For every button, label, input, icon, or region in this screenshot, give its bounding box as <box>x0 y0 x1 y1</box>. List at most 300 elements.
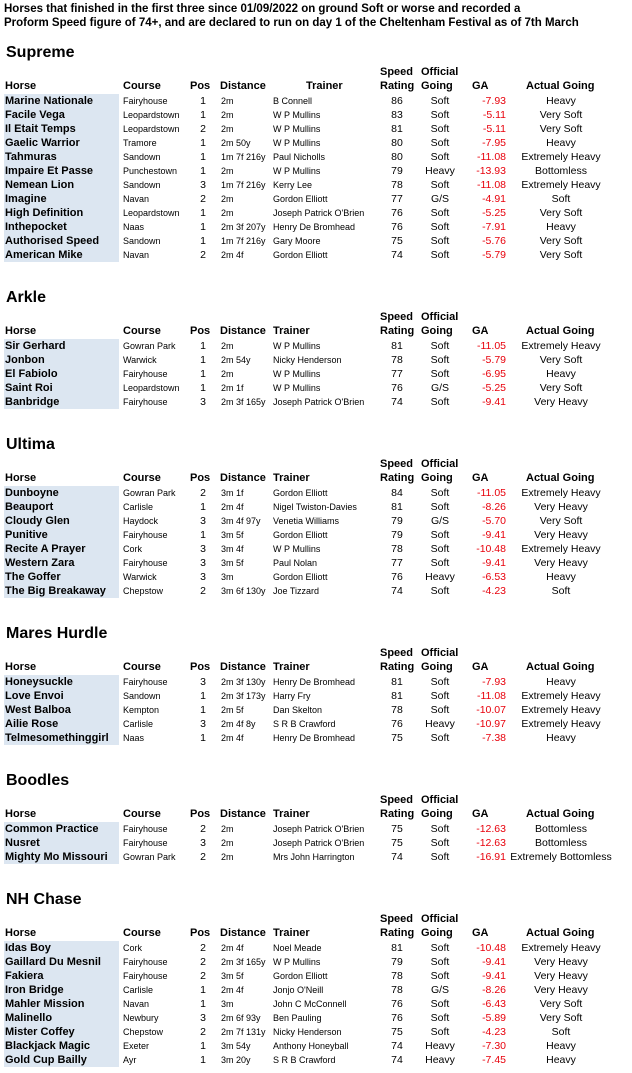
cell-actual: Very Soft <box>539 123 583 135</box>
header-trainer: Trainer <box>273 927 310 939</box>
table-row <box>0 1053 632 1067</box>
cell-ga: -9.41 <box>482 557 506 569</box>
cell-actual: Extremely Heavy <box>521 340 601 352</box>
cell-dist: 3m 6f 130y <box>221 586 266 596</box>
cell-trainer: S R B Crawford <box>273 719 336 729</box>
cell-actual: Very Soft <box>539 354 583 366</box>
cell-horse: Cloudy Glen <box>4 514 119 528</box>
header-course: Course <box>123 472 161 484</box>
cell-going: Soft <box>430 221 450 233</box>
cell-sr: 78 <box>391 970 403 982</box>
cell-ga: -13.93 <box>476 165 506 177</box>
table-row <box>0 822 632 836</box>
header-horse: Horse <box>5 808 37 820</box>
cell-horse: Ailie Rose <box>4 717 119 731</box>
cell-sr: 80 <box>391 151 403 163</box>
cell-sr: 75 <box>391 823 403 835</box>
cell-dist: 3m 5f <box>221 558 244 568</box>
intro-line-1: Horses that finished in the first three since 01/09/2022 on ground Soft or worse and recorded a <box>4 3 521 15</box>
cell-actual: Heavy <box>546 676 576 688</box>
cell-horse: West Balboa <box>4 703 119 717</box>
cell-pos: 3 <box>200 1012 206 1024</box>
cell-course: Fairyhouse <box>123 530 168 540</box>
cell-dist: 3m 20y <box>221 1055 251 1065</box>
cell-actual: Extremely Heavy <box>521 543 601 555</box>
cell-going: Soft <box>430 235 450 247</box>
cell-pos: 2 <box>200 1026 206 1038</box>
header-going: Going <box>421 80 453 92</box>
cell-course: Cork <box>123 943 143 953</box>
cell-actual: Extremely Heavy <box>521 151 601 163</box>
table-header <box>0 311 632 339</box>
cell-trainer: W P Mullins <box>273 166 321 176</box>
cell-dist: 3m <box>221 572 234 582</box>
cell-trainer: Gary Moore <box>273 236 321 246</box>
cell-ga: -4.91 <box>482 193 506 205</box>
header-speed: Speed <box>380 66 414 78</box>
cell-ga: -4.23 <box>482 1026 506 1038</box>
cell-sr: 75 <box>391 235 403 247</box>
cell-pos: 1 <box>200 1054 206 1066</box>
cell-ga: -9.41 <box>482 396 506 408</box>
cell-going: G/S <box>430 515 450 527</box>
cell-course: Carlisle <box>123 502 154 512</box>
cell-going: Soft <box>430 340 450 352</box>
cell-trainer: Nicky Henderson <box>273 1027 342 1037</box>
cell-actual: Very Soft <box>539 207 583 219</box>
cell-sr: 75 <box>391 732 403 744</box>
cell-ga: -12.63 <box>476 823 506 835</box>
cell-course: Cork <box>123 544 143 554</box>
header-official: Official <box>421 913 459 925</box>
table-row <box>0 178 632 192</box>
cell-sr: 79 <box>391 529 403 541</box>
cell-pos: 3 <box>200 676 206 688</box>
table-row <box>0 164 632 178</box>
cell-course: Naas <box>123 733 145 743</box>
cell-actual: Very Heavy <box>534 984 588 996</box>
intro-text <box>4 2 624 30</box>
cell-dist: 2m <box>221 369 234 379</box>
table-header <box>0 913 632 941</box>
cell-pos: 1 <box>200 529 206 541</box>
header-distance: Distance <box>220 661 266 673</box>
cell-pos: 1 <box>200 690 206 702</box>
header-rating: Rating <box>380 325 415 337</box>
header-actual-going: Actual Going <box>526 808 595 820</box>
cell-pos: 3 <box>200 515 206 527</box>
cell-pos: 1 <box>200 732 206 744</box>
cell-ga: -10.48 <box>476 942 506 954</box>
header-going: Going <box>421 472 453 484</box>
cell-dist: 2m 3f 130y <box>221 677 266 687</box>
cell-course: Sandown <box>123 180 161 190</box>
cell-ga: -5.25 <box>482 382 506 394</box>
cell-ga: -5.70 <box>482 515 506 527</box>
cell-course: Gowran Park <box>123 341 176 351</box>
cell-actual: Extremely Heavy <box>521 690 601 702</box>
cell-actual: Very Soft <box>539 515 583 527</box>
table-row <box>0 1039 632 1053</box>
table-row <box>0 1011 632 1025</box>
cell-going: G/S <box>430 382 450 394</box>
cell-pos: 1 <box>200 340 206 352</box>
cell-dist: 2m 4f 8y <box>221 719 256 729</box>
cell-pos: 1 <box>200 109 206 121</box>
cell-pos: 1 <box>200 165 206 177</box>
cell-pos: 1 <box>200 221 206 233</box>
cell-actual: Soft <box>551 1026 571 1038</box>
header-trainer: Trainer <box>273 808 310 820</box>
table-row <box>0 150 632 164</box>
cell-course: Leopardstown <box>123 208 180 218</box>
cell-ga: -11.08 <box>477 179 506 191</box>
cell-going: Soft <box>430 501 450 513</box>
cell-pos: 3 <box>200 396 206 408</box>
cell-pos: 3 <box>200 557 206 569</box>
cell-pos: 1 <box>200 151 206 163</box>
cell-dist: 3m 5f <box>221 971 244 981</box>
header-ga: GA <box>472 325 489 337</box>
header-horse: Horse <box>5 472 37 484</box>
cell-horse: Jonbon <box>4 353 119 367</box>
cell-pos: 2 <box>200 942 206 954</box>
header-rating: Rating <box>380 472 415 484</box>
cell-going: Soft <box>430 151 450 163</box>
cell-dist: 2m 3f 173y <box>221 691 266 701</box>
cell-horse: Mister Coffey <box>4 1025 119 1039</box>
header-trainer: Trainer <box>273 472 310 484</box>
cell-horse: Iron Bridge <box>4 983 119 997</box>
cell-course: Fairyhouse <box>123 677 168 687</box>
cell-trainer: Gordon Elliott <box>273 194 328 204</box>
cell-ga: -16.91 <box>476 851 506 863</box>
cell-ga: -10.07 <box>476 704 506 716</box>
cell-course: Haydock <box>123 516 159 526</box>
cell-ga: -5.76 <box>482 235 506 247</box>
table-header <box>0 647 632 675</box>
cell-trainer: Nicky Henderson <box>273 355 342 365</box>
cell-horse: Malinello <box>4 1011 119 1025</box>
cell-sr: 80 <box>391 137 403 149</box>
cell-trainer: W P Mullins <box>273 383 321 393</box>
cell-sr: 81 <box>391 123 403 135</box>
cell-dist: 2m 4f <box>221 943 244 953</box>
cell-sr: 79 <box>391 956 403 968</box>
header-distance: Distance <box>220 325 266 337</box>
cell-course: Fairyhouse <box>123 824 168 834</box>
cell-sr: 81 <box>391 340 403 352</box>
table-row <box>0 570 632 584</box>
cell-actual: Very Soft <box>539 382 583 394</box>
cell-actual: Heavy <box>546 137 576 149</box>
cell-trainer: W P Mullins <box>273 138 321 148</box>
cell-actual: Heavy <box>546 571 576 583</box>
cell-horse: Saint Roi <box>4 381 119 395</box>
cell-dist: 2m 50y <box>221 138 251 148</box>
table-row <box>0 675 632 689</box>
cell-pos: 2 <box>200 585 206 597</box>
cell-pos: 1 <box>200 501 206 513</box>
cell-trainer: W P Mullins <box>273 110 321 120</box>
header-course: Course <box>123 808 161 820</box>
cell-going: Soft <box>430 956 450 968</box>
cell-actual: Very Heavy <box>534 501 588 513</box>
cell-horse: Punitive <box>4 528 119 542</box>
cell-course: Gowran Park <box>123 488 176 498</box>
header-official: Official <box>421 647 459 659</box>
table-row <box>0 955 632 969</box>
cell-horse: Banbridge <box>4 395 119 409</box>
header-actual-going: Actual Going <box>526 80 595 92</box>
table-row <box>0 136 632 150</box>
cell-sr: 78 <box>391 543 403 555</box>
header-official: Official <box>421 311 459 323</box>
cell-dist: 2m 1f <box>221 383 244 393</box>
cell-sr: 81 <box>391 942 403 954</box>
cell-ga: -5.11 <box>482 123 506 135</box>
cell-actual: Very Heavy <box>534 970 588 982</box>
cell-trainer: Jonjo O'Neill <box>273 985 324 995</box>
cell-dist: 2m <box>221 852 234 862</box>
cell-horse: Il Etait Temps <box>4 122 119 136</box>
cell-sr: 77 <box>391 193 403 205</box>
cell-dist: 2m 7f 131y <box>221 1027 266 1037</box>
header-speed: Speed <box>380 913 414 925</box>
cell-sr: 76 <box>391 382 403 394</box>
cell-course: Navan <box>123 250 150 260</box>
cell-ga: -7.93 <box>482 95 506 107</box>
cell-going: Soft <box>430 557 450 569</box>
cell-going: Soft <box>430 543 450 555</box>
header-horse: Horse <box>5 661 37 673</box>
cell-trainer: W P Mullins <box>273 544 321 554</box>
cell-course: Ayr <box>123 1055 137 1065</box>
header-going: Going <box>421 325 453 337</box>
cell-going: Soft <box>430 585 450 597</box>
cell-sr: 76 <box>391 998 403 1010</box>
table-row <box>0 500 632 514</box>
cell-horse: Sir Gerhard <box>4 339 119 353</box>
cell-horse: Fakiera <box>4 969 119 983</box>
header-horse: Horse <box>5 927 37 939</box>
cell-going: Heavy <box>425 571 455 583</box>
cell-horse: El Fabiolo <box>4 367 119 381</box>
table-row <box>0 206 632 220</box>
table-header <box>0 794 632 822</box>
cell-course: Fairyhouse <box>123 558 168 568</box>
cell-actual: Very Heavy <box>534 956 588 968</box>
intro-line-2: Proform Speed figure of 74+, and are declared to run on day 1 of the Cheltenham Festival as of 7th March <box>4 17 579 29</box>
cell-dist: 2m 5f <box>221 705 244 715</box>
cell-trainer: Ben Pauling <box>273 1013 322 1023</box>
cell-horse: Western Zara <box>4 556 119 570</box>
cell-trainer: Joseph Patrick O'Brien <box>273 208 365 218</box>
cell-horse: Marine Nationale <box>4 94 119 108</box>
header-course: Course <box>123 325 161 337</box>
header-official: Official <box>421 458 459 470</box>
header-trainer: Trainer <box>273 661 310 673</box>
cell-pos: 3 <box>200 571 206 583</box>
cell-actual: Heavy <box>546 732 576 744</box>
table-row <box>0 556 632 570</box>
cell-horse: American Mike <box>4 248 119 262</box>
cell-horse: The Goffer <box>4 570 119 584</box>
header-actual-going: Actual Going <box>526 661 595 673</box>
cell-trainer: Paul Nicholls <box>273 152 326 162</box>
cell-ga: -7.93 <box>482 676 506 688</box>
header-pos: Pos <box>190 808 211 820</box>
cell-sr: 74 <box>391 585 403 597</box>
header-speed: Speed <box>380 794 414 806</box>
table-row <box>0 983 632 997</box>
table-row <box>0 731 632 745</box>
cell-pos: 1 <box>200 137 206 149</box>
cell-dist: 1m 7f 216y <box>221 180 266 190</box>
cell-going: Heavy <box>425 165 455 177</box>
cell-trainer: John C McConnell <box>273 999 347 1009</box>
cell-dist: 2m 4f <box>221 250 244 260</box>
cell-sr: 77 <box>391 368 403 380</box>
cell-ga: -11.05 <box>477 340 506 352</box>
cell-pos: 2 <box>200 193 206 205</box>
cell-course: Punchestown <box>123 166 178 176</box>
cell-sr: 78 <box>391 984 403 996</box>
cell-sr: 79 <box>391 165 403 177</box>
cell-going: Heavy <box>425 1040 455 1052</box>
cell-horse: Nemean Lion <box>4 178 119 192</box>
cell-pos: 3 <box>200 543 206 555</box>
cell-horse: Facile Vega <box>4 108 119 122</box>
cell-sr: 76 <box>391 221 403 233</box>
cell-trainer: Gordon Elliott <box>273 572 328 582</box>
cell-ga: -11.05 <box>477 487 506 499</box>
cell-horse: Common Practice <box>4 822 119 836</box>
cell-dist: 2m 6f 93y <box>221 1013 261 1023</box>
cell-horse: Nusret <box>4 836 119 850</box>
cell-pos: 3 <box>200 179 206 191</box>
cell-dist: 1m 7f 216y <box>221 152 266 162</box>
cell-trainer: Venetia Williams <box>273 516 340 526</box>
cell-ga: -9.41 <box>482 956 506 968</box>
cell-sr: 76 <box>391 207 403 219</box>
cell-dist: 2m 4f <box>221 502 244 512</box>
header-trainer: Trainer <box>306 80 343 92</box>
cell-horse: High Definition <box>4 206 119 220</box>
header-speed: Speed <box>380 647 414 659</box>
table-row <box>0 584 632 598</box>
cell-dist: 3m 1f <box>221 488 244 498</box>
cell-ga: -6.53 <box>482 571 506 583</box>
cell-sr: 74 <box>391 1054 403 1066</box>
cell-going: Soft <box>430 179 450 191</box>
cell-dist: 3m <box>221 999 234 1009</box>
cell-course: Warwick <box>123 572 157 582</box>
cell-actual: Very Soft <box>539 109 583 121</box>
cell-ga: -4.23 <box>482 585 506 597</box>
cell-course: Fairyhouse <box>123 971 168 981</box>
cell-sr: 74 <box>391 249 403 261</box>
cell-going: Soft <box>430 123 450 135</box>
cell-horse: Gold Cup Bailly <box>4 1053 119 1067</box>
cell-actual: Extremely Heavy <box>521 487 601 499</box>
cell-dist: 2m 3f 207y <box>221 222 266 232</box>
table-row <box>0 528 632 542</box>
cell-going: Soft <box>430 942 450 954</box>
header-official: Official <box>421 66 459 78</box>
cell-actual: Very Heavy <box>534 557 588 569</box>
cell-going: Soft <box>430 529 450 541</box>
cell-trainer: B Connell <box>273 96 313 106</box>
cell-course: Carlisle <box>123 985 154 995</box>
cell-actual: Heavy <box>546 368 576 380</box>
table-row <box>0 339 632 353</box>
header-speed: Speed <box>380 311 414 323</box>
cell-ga: -7.45 <box>482 1054 506 1066</box>
cell-dist: 2m 4f <box>221 733 244 743</box>
cell-going: Soft <box>430 396 450 408</box>
cell-course: Navan <box>123 194 150 204</box>
cell-ga: -9.41 <box>482 970 506 982</box>
header-pos: Pos <box>190 661 211 673</box>
cell-pos: 1 <box>200 368 206 380</box>
cell-actual: Very Soft <box>539 998 583 1010</box>
cell-ga: -7.95 <box>482 137 506 149</box>
section-title: NH Chase <box>6 891 82 908</box>
table-row <box>0 689 632 703</box>
header-going: Going <box>421 927 453 939</box>
cell-dist: 2m 4f <box>221 985 244 995</box>
cell-dist: 2m <box>221 341 234 351</box>
cell-ga: -7.91 <box>482 221 506 233</box>
header-course: Course <box>123 80 161 92</box>
cell-dist: 3m 4f <box>221 544 244 554</box>
cell-going: G/S <box>430 984 450 996</box>
table-row <box>0 836 632 850</box>
cell-sr: 81 <box>391 501 403 513</box>
cell-actual: Bottomless <box>535 823 587 835</box>
cell-sr: 78 <box>391 704 403 716</box>
cell-course: Leopardstown <box>123 124 180 134</box>
cell-actual: Heavy <box>546 1040 576 1052</box>
cell-trainer: Joseph Patrick O'Brien <box>273 824 365 834</box>
cell-horse: Mahler Mission <box>4 997 119 1011</box>
header-rating: Rating <box>380 927 415 939</box>
cell-going: Soft <box>430 837 450 849</box>
cell-course: Chepstow <box>123 586 164 596</box>
header-ga: GA <box>472 808 489 820</box>
cell-actual: Heavy <box>546 221 576 233</box>
table-row <box>0 381 632 395</box>
section-title: Supreme <box>6 44 75 61</box>
header-course: Course <box>123 661 161 673</box>
table-header <box>0 66 632 94</box>
cell-pos: 2 <box>200 823 206 835</box>
cell-ga: -8.26 <box>482 984 506 996</box>
cell-trainer: W P Mullins <box>273 369 321 379</box>
cell-horse: Mighty Mo Missouri <box>4 850 119 864</box>
cell-pos: 2 <box>200 956 206 968</box>
cell-horse: Idas Boy <box>4 941 119 955</box>
cell-horse: Imagine <box>4 192 119 206</box>
cell-trainer: Kerry Lee <box>273 180 313 190</box>
cell-going: Soft <box>430 249 450 261</box>
cell-sr: 74 <box>391 396 403 408</box>
cell-horse: Dunboyne <box>4 486 119 500</box>
cell-ga: -11.08 <box>477 151 506 163</box>
table-row <box>0 1025 632 1039</box>
header-pos: Pos <box>190 80 211 92</box>
